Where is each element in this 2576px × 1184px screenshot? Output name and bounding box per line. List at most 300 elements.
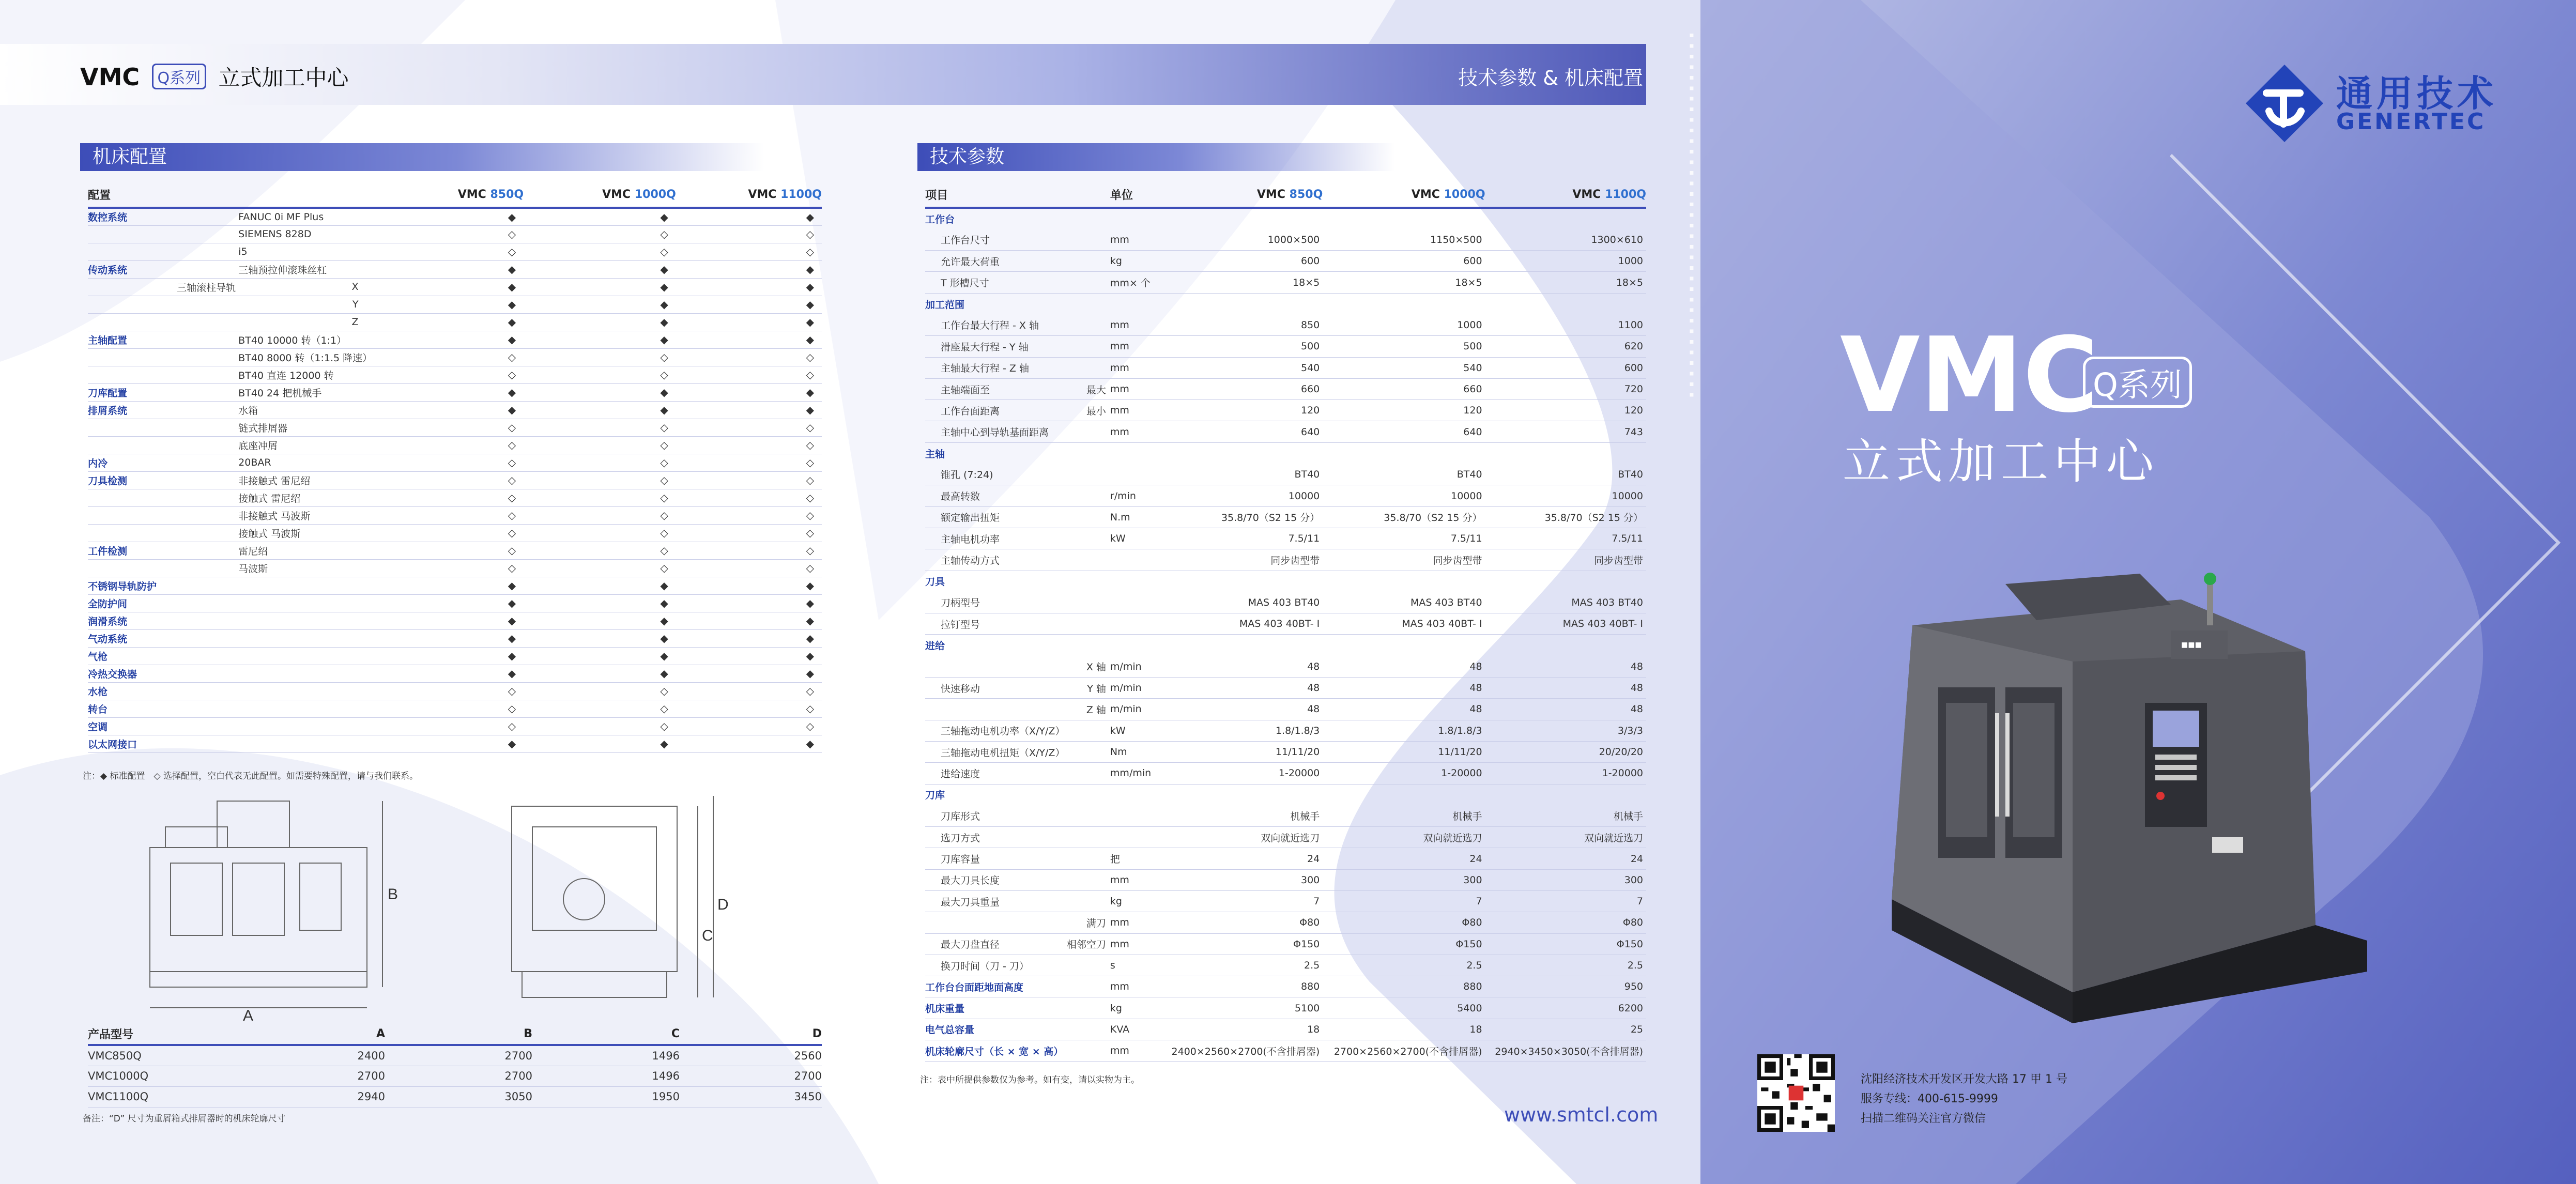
config-mark: ◆ (524, 647, 676, 665)
dim-col-model: 产品型号 (88, 1023, 238, 1045)
config-mark: ◇ (676, 366, 822, 383)
config-mark: ◆ (676, 647, 822, 665)
spec-label: 机床轮廓尺寸（长 × 宽 × 高） (925, 1040, 1065, 1062)
config-row (88, 577, 822, 594)
config-mark: ◇ (379, 454, 524, 471)
spec-value: 机械手 (1323, 805, 1485, 826)
spec-value: 2940×3450×3050(不含排屑器) (1485, 1040, 1646, 1062)
spec-label: 最大刀具重量 (925, 891, 1065, 912)
config-cat (88, 278, 177, 296)
config-cat: 排屑系统 (88, 401, 177, 419)
spec-value: 35.8/70（S2 15 分） (1160, 506, 1323, 528)
spec-value: Φ150 (1485, 933, 1646, 955)
spec-unit: mm (1110, 400, 1160, 421)
spec-label: 主轴端面至 (925, 378, 1065, 399)
dimension-cell: 2700 (385, 1066, 532, 1086)
spec-unit: m/min (1110, 678, 1160, 699)
config-mark: ◇ (379, 348, 524, 366)
config-cat: 刀具检测 (88, 471, 177, 489)
config-mark: ◆ (676, 331, 822, 348)
spec-value: 1300×610 (1485, 229, 1646, 250)
config-mark: ◆ (676, 296, 822, 313)
spec-value: 640 (1323, 421, 1485, 442)
spec-label: 工作台尺寸 (925, 229, 1065, 250)
config-col-model-1: VMC 850Q (379, 182, 524, 208)
config-mark: ◆ (379, 629, 524, 647)
spec-sublabel: 满刀 (1065, 912, 1110, 933)
config-sub (177, 489, 238, 506)
config-cat (88, 243, 177, 260)
config-mark: ◆ (524, 577, 676, 594)
config-sub (177, 296, 238, 313)
dimension-cell: 1950 (532, 1086, 680, 1107)
dimension-cell: 1496 (532, 1066, 680, 1086)
config-row (88, 243, 822, 260)
spec-value: 48 (1485, 678, 1646, 699)
config-row (88, 682, 822, 700)
spec-value: MAS 403 BT40 (1485, 592, 1646, 613)
config-sub (177, 436, 238, 454)
spec-label: 快速移动 (925, 678, 1065, 699)
spec-category-row (925, 784, 1646, 805)
spec-value: 660 (1323, 378, 1485, 399)
spec-unit: kg (1110, 997, 1160, 1019)
spec-label: 主轴中心到导轨基面距离 (925, 421, 1065, 442)
spec-sublabel (1065, 506, 1110, 528)
config-sub (177, 401, 238, 419)
spec-value: MAS 403 BT40 (1160, 592, 1323, 613)
config-item (238, 612, 379, 629)
spec-value: 2.5 (1485, 955, 1646, 976)
spec-label: 拉钉型号 (925, 613, 1065, 635)
config-item: 接触式 马波斯 (238, 524, 379, 542)
spec-sublabel (1065, 251, 1110, 272)
config-cat (88, 348, 177, 366)
spec-col-model-2: VMC 1000Q (1323, 182, 1485, 208)
spec-unit: N.m (1110, 506, 1160, 528)
spec-value: 同步齿型带 (1485, 549, 1646, 571)
dimension-cell: VMC1100Q (88, 1086, 238, 1107)
dimension-cell: 2400 (238, 1045, 385, 1066)
config-cat: 水枪 (88, 682, 177, 700)
config-item (238, 577, 379, 594)
spec-value: 18×5 (1160, 272, 1323, 293)
config-mark: ◇ (379, 524, 524, 542)
spec-category-row (925, 442, 1646, 464)
config-cat: 数控系统 (88, 208, 177, 225)
spec-sublabel (1065, 827, 1110, 848)
spec-unit: mm× 个 (1110, 272, 1160, 293)
config-sub (177, 735, 238, 752)
config-mark: ◆ (676, 735, 822, 752)
config-row (88, 735, 822, 752)
config-mark: ◇ (676, 471, 822, 489)
spec-unit (1110, 805, 1160, 826)
spec-table (925, 182, 1646, 1062)
spec-col-unit: 单位 (1110, 182, 1160, 208)
spec-label: 最大刀盘直径 (925, 933, 1065, 955)
config-sub (177, 313, 238, 331)
spec-label: 工作台面距离 (925, 400, 1065, 421)
spec-label: 电气总容量 (925, 1019, 1065, 1040)
config-cat: 气枪 (88, 647, 177, 665)
config-mark: ◇ (379, 419, 524, 436)
spec-value: 880 (1160, 976, 1323, 997)
spec-value: 25 (1485, 1019, 1646, 1040)
config-item: 马波斯 (238, 559, 379, 577)
qr-code-icon (1757, 1054, 1835, 1132)
spec-value: 620 (1485, 336, 1646, 357)
config-mark: ◇ (379, 682, 524, 700)
config-mark: ◆ (676, 401, 822, 419)
spec-sublabel (1065, 741, 1110, 762)
config-item: 底座冲屑 (238, 436, 379, 454)
spec-category: 进给 (925, 640, 945, 652)
config-cat (88, 313, 177, 331)
config-mark: ◇ (676, 559, 822, 577)
website-link[interactable]: www.smtcl.com (1504, 1103, 1659, 1126)
spec-sublabel (1065, 464, 1110, 485)
spec-value: Φ150 (1160, 933, 1323, 955)
config-mark: ◇ (676, 542, 822, 559)
spec-row (925, 933, 1646, 955)
spec-value: 7.5/11 (1485, 528, 1646, 549)
spec-row (925, 314, 1646, 335)
contact-info (1861, 1070, 2067, 1129)
spec-unit (1110, 592, 1160, 613)
spec-value: 18×5 (1485, 272, 1646, 293)
spec-label: 最高转数 (925, 485, 1065, 506)
spec-label: 工作台最大行程 - X 轴 (925, 314, 1065, 335)
config-sub (177, 208, 238, 225)
config-mark: ◇ (676, 682, 822, 700)
spec-value: 540 (1323, 357, 1485, 378)
spec-value: 机械手 (1485, 805, 1646, 826)
hero-title: VMC (1840, 315, 2099, 436)
config-row (88, 542, 822, 559)
spec-value: 机械手 (1160, 805, 1323, 826)
config-mark: ◇ (524, 700, 676, 717)
config-mark: ◇ (676, 506, 822, 524)
spec-value: 7 (1160, 891, 1323, 912)
spec-label (925, 699, 1065, 720)
spec-row (925, 997, 1646, 1019)
title-series-tag: Q系列 (152, 64, 207, 89)
config-mark: ◆ (676, 629, 822, 647)
genertec-logo-icon (2243, 62, 2326, 145)
spec-value: 48 (1323, 678, 1485, 699)
config-mark: ◆ (379, 313, 524, 331)
spec-value: 48 (1160, 699, 1323, 720)
config-mark: ◇ (379, 243, 524, 260)
spec-value: 同步齿型带 (1323, 549, 1485, 571)
config-mark: ◆ (524, 594, 676, 612)
config-mark: ◆ (676, 612, 822, 629)
config-mark: ◇ (524, 454, 676, 471)
spec-row (925, 336, 1646, 357)
config-cat: 不锈钢导轨防护 (88, 577, 177, 594)
spec-unit: m/min (1110, 699, 1160, 720)
dimension-note: 备注：“D” 尺寸为重屑箱式排屑器时的机床轮廓尺寸 (83, 1114, 286, 1124)
spec-sublabel (1065, 720, 1110, 741)
spec-value: 10000 (1323, 485, 1485, 506)
config-cat (88, 225, 177, 243)
config-sub (177, 542, 238, 559)
spec-unit: mm (1110, 378, 1160, 399)
spec-value: 600 (1323, 251, 1485, 272)
spec-value: 18 (1160, 1019, 1323, 1040)
dimension-cell: 1496 (532, 1045, 680, 1066)
dimension-cell: 3050 (385, 1086, 532, 1107)
spec-value: 300 (1485, 869, 1646, 890)
config-cat: 冷热交换器 (88, 665, 177, 682)
spec-unit: mm (1110, 421, 1160, 442)
spec-value: 5400 (1323, 997, 1485, 1019)
config-cat: 润滑系统 (88, 612, 177, 629)
config-mark: ◇ (524, 436, 676, 454)
spec-unit: mm (1110, 976, 1160, 997)
spec-value: Φ80 (1160, 912, 1323, 933)
config-mark: ◇ (676, 419, 822, 436)
config-sub (177, 243, 238, 260)
dimension-cell: 3450 (680, 1086, 822, 1107)
config-mark: ◇ (524, 366, 676, 383)
hero-subtitle: 立式加工中心 (1843, 434, 2159, 489)
dimension-table-header (88, 1023, 822, 1045)
dim-col-b: B (385, 1023, 532, 1045)
config-row (88, 717, 822, 735)
spec-row (925, 400, 1646, 421)
config-mark: ◇ (676, 243, 822, 260)
spec-value: Φ80 (1485, 912, 1646, 933)
spec-value: 24 (1323, 848, 1485, 869)
config-sub (177, 594, 238, 612)
hero-series-tag: Q系列 (2083, 357, 2192, 408)
config-mark: ◆ (379, 577, 524, 594)
spec-label: 主轴最大行程 - Z 轴 (925, 357, 1065, 378)
vertical-decor-text: ▪ ▪ ▪ ▪ ▪ ▪ ▪ ▪ ▪ ▪ ▪ ▪ ▪ ▪ ▪ ▪ ▪ ▪ ▪ ▪ ▪ ▪ ▪ ▪ ▪ ▪ ▪ ▪ ▪ ▪ ▪ ▪ ▪ ▪ ▪ (1688, 31, 1696, 399)
spec-sublabel (1065, 485, 1110, 506)
config-mark: ◆ (379, 612, 524, 629)
config-row (88, 366, 822, 383)
spec-row (925, 678, 1646, 699)
spec-value: 6200 (1485, 997, 1646, 1019)
spec-value: 1150×500 (1323, 229, 1485, 250)
spec-sublabel (1065, 1019, 1110, 1040)
spec-row (925, 613, 1646, 635)
spec-value: 48 (1160, 678, 1323, 699)
config-mark: ◇ (379, 489, 524, 506)
spec-value: 5100 (1160, 997, 1323, 1019)
config-row (88, 260, 822, 278)
dimension-table (88, 1023, 822, 1108)
dimension-cell: 2560 (680, 1045, 822, 1066)
spec-row (925, 421, 1646, 442)
spec-label: 三轴拖动电机扭矩（X/Y/Z） (925, 741, 1065, 762)
config-item: BT40 10000 转（1:1） (238, 331, 379, 348)
spec-row (925, 528, 1646, 549)
config-table-header (88, 182, 822, 208)
dim-col-c: C (532, 1023, 680, 1045)
config-sub (177, 524, 238, 542)
spec-unit: KVA (1110, 1019, 1160, 1040)
config-mark: ◇ (524, 682, 676, 700)
spec-value: 500 (1323, 336, 1485, 357)
config-item: BT40 直连 12000 转 (238, 366, 379, 383)
spec-sublabel (1065, 805, 1110, 826)
spec-value: 500 (1160, 336, 1323, 357)
spec-unit (1110, 464, 1160, 485)
spec-unit: mm/min (1110, 763, 1160, 784)
config-col-label: 配置 (88, 182, 177, 208)
config-item: 20BAR (238, 454, 379, 471)
spec-sublabel (1065, 1040, 1110, 1062)
spec-value: 2700×2560×2700(不含排屑器) (1323, 1040, 1485, 1062)
config-sub (177, 700, 238, 717)
spec-value: 48 (1323, 699, 1485, 720)
config-row (88, 489, 822, 506)
spec-section-title: 技术参数 (917, 143, 1395, 171)
config-item: SIEMENS 828D (238, 225, 379, 243)
config-mark: ◇ (676, 225, 822, 243)
spec-value: 1-20000 (1160, 763, 1323, 784)
spec-unit: mm (1110, 357, 1160, 378)
spec-row (925, 592, 1646, 613)
config-mark: ◇ (524, 489, 676, 506)
spec-label: 主轴电机功率 (925, 528, 1065, 549)
spec-unit: kg (1110, 251, 1160, 272)
config-mark: ◆ (676, 313, 822, 331)
config-item: BT40 8000 转（1:1.5 降速） (238, 348, 379, 366)
config-item: i5 (238, 243, 379, 260)
spec-row (925, 869, 1646, 890)
spec-value: 300 (1160, 869, 1323, 890)
spec-row (925, 912, 1646, 933)
spec-sublabel: 最小 (1065, 400, 1110, 421)
spec-unit: mm (1110, 933, 1160, 955)
spec-value: 720 (1485, 378, 1646, 399)
spec-value: 18×5 (1323, 272, 1485, 293)
spec-row (925, 272, 1646, 293)
spec-value: 850 (1160, 314, 1323, 335)
spec-value: Φ150 (1323, 933, 1485, 955)
spec-category: 加工范围 (925, 299, 965, 311)
spec-value: 48 (1160, 656, 1323, 677)
brand-name-en: GENERTEC (2336, 109, 2486, 135)
spec-value: 10000 (1485, 485, 1646, 506)
dimension-cell: VMC850Q (88, 1045, 238, 1066)
spec-value: 660 (1160, 378, 1323, 399)
spec-sublabel: X 轴 (1065, 656, 1110, 677)
config-row (88, 700, 822, 717)
config-mark: ◆ (379, 208, 524, 225)
contact-address: 沈阳经济技术开发区开发大路 17 甲 1 号 (1861, 1073, 2067, 1086)
config-row (88, 471, 822, 489)
config-cat: 空调 (88, 717, 177, 735)
spec-value: 540 (1160, 357, 1323, 378)
spec-row (925, 720, 1646, 741)
config-cat: 以太网接口 (88, 735, 177, 752)
spec-value: 48 (1485, 656, 1646, 677)
spec-value: BT40 (1485, 464, 1646, 485)
dimension-cell: 2700 (385, 1045, 532, 1066)
spec-sublabel: 最大 (1065, 378, 1110, 399)
spec-label: 主轴传动方式 (925, 549, 1065, 571)
spec-value: 3/3/3 (1485, 720, 1646, 741)
spec-unit: s (1110, 955, 1160, 976)
spec-col-model-1: VMC 850Q (1160, 182, 1323, 208)
spec-label: 刀库容量 (925, 848, 1065, 869)
spec-sublabel (1065, 357, 1110, 378)
config-cat (88, 296, 177, 313)
spec-sublabel: Y 轴 (1065, 678, 1110, 699)
config-item (238, 665, 379, 682)
spec-value: 35.8/70（S2 15 分） (1485, 506, 1646, 528)
config-item (238, 735, 379, 752)
config-item (238, 594, 379, 612)
spec-row (925, 805, 1646, 826)
config-sub (177, 629, 238, 647)
config-sub (177, 225, 238, 243)
config-row (88, 208, 822, 225)
config-mark: ◆ (524, 629, 676, 647)
config-mark: ◆ (676, 577, 822, 594)
config-mark: ◆ (524, 208, 676, 225)
spec-value: 7 (1323, 891, 1485, 912)
contact-hotline: 服务专线：400-615-9999 (1861, 1093, 1998, 1105)
spec-category: 刀库 (925, 790, 945, 802)
dim-col-d: D (680, 1023, 822, 1045)
dimension-cell: 2700 (238, 1066, 385, 1086)
config-cat: 气动系统 (88, 629, 177, 647)
config-row (88, 594, 822, 612)
contact-wechat: 扫描二维码关注官方微信 (1861, 1112, 1986, 1125)
config-item: 非接触式 雷尼绍 (238, 471, 379, 489)
config-row (88, 647, 822, 665)
config-mark: ◆ (379, 278, 524, 296)
spec-row (925, 251, 1646, 272)
machine-image (1850, 568, 2378, 1034)
spec-sublabel (1065, 229, 1110, 250)
spec-value: MAS 403 40BT- Ⅰ (1160, 613, 1323, 635)
config-mark: ◇ (524, 524, 676, 542)
config-mark: ◇ (379, 436, 524, 454)
spec-label: 进给速度 (925, 763, 1065, 784)
spec-unit: mm (1110, 869, 1160, 890)
config-mark: ◇ (676, 524, 822, 542)
spec-value: 1-20000 (1323, 763, 1485, 784)
spec-unit: 把 (1110, 848, 1160, 869)
config-item: 水箱 (238, 401, 379, 419)
spec-category: 工作台 (925, 214, 955, 226)
config-mark: ◇ (676, 348, 822, 366)
spec-sublabel (1065, 997, 1110, 1019)
spec-sublabel: 相邻空刀 (1065, 933, 1110, 955)
config-cat (88, 524, 177, 542)
config-mark: ◆ (379, 735, 524, 752)
header-right-title: 技术参数 & 机床配置 (1458, 67, 1643, 89)
spec-value: BT40 (1160, 464, 1323, 485)
spec-value: 300 (1323, 869, 1485, 890)
spec-value: 11/11/20 (1160, 741, 1323, 762)
spec-label: 最大刀具长度 (925, 869, 1065, 890)
spec-sublabel (1065, 421, 1110, 442)
config-mark: ◇ (524, 559, 676, 577)
spec-value: 48 (1323, 656, 1485, 677)
spec-label (925, 656, 1065, 677)
config-sub (177, 348, 238, 366)
config-sub (177, 331, 238, 348)
